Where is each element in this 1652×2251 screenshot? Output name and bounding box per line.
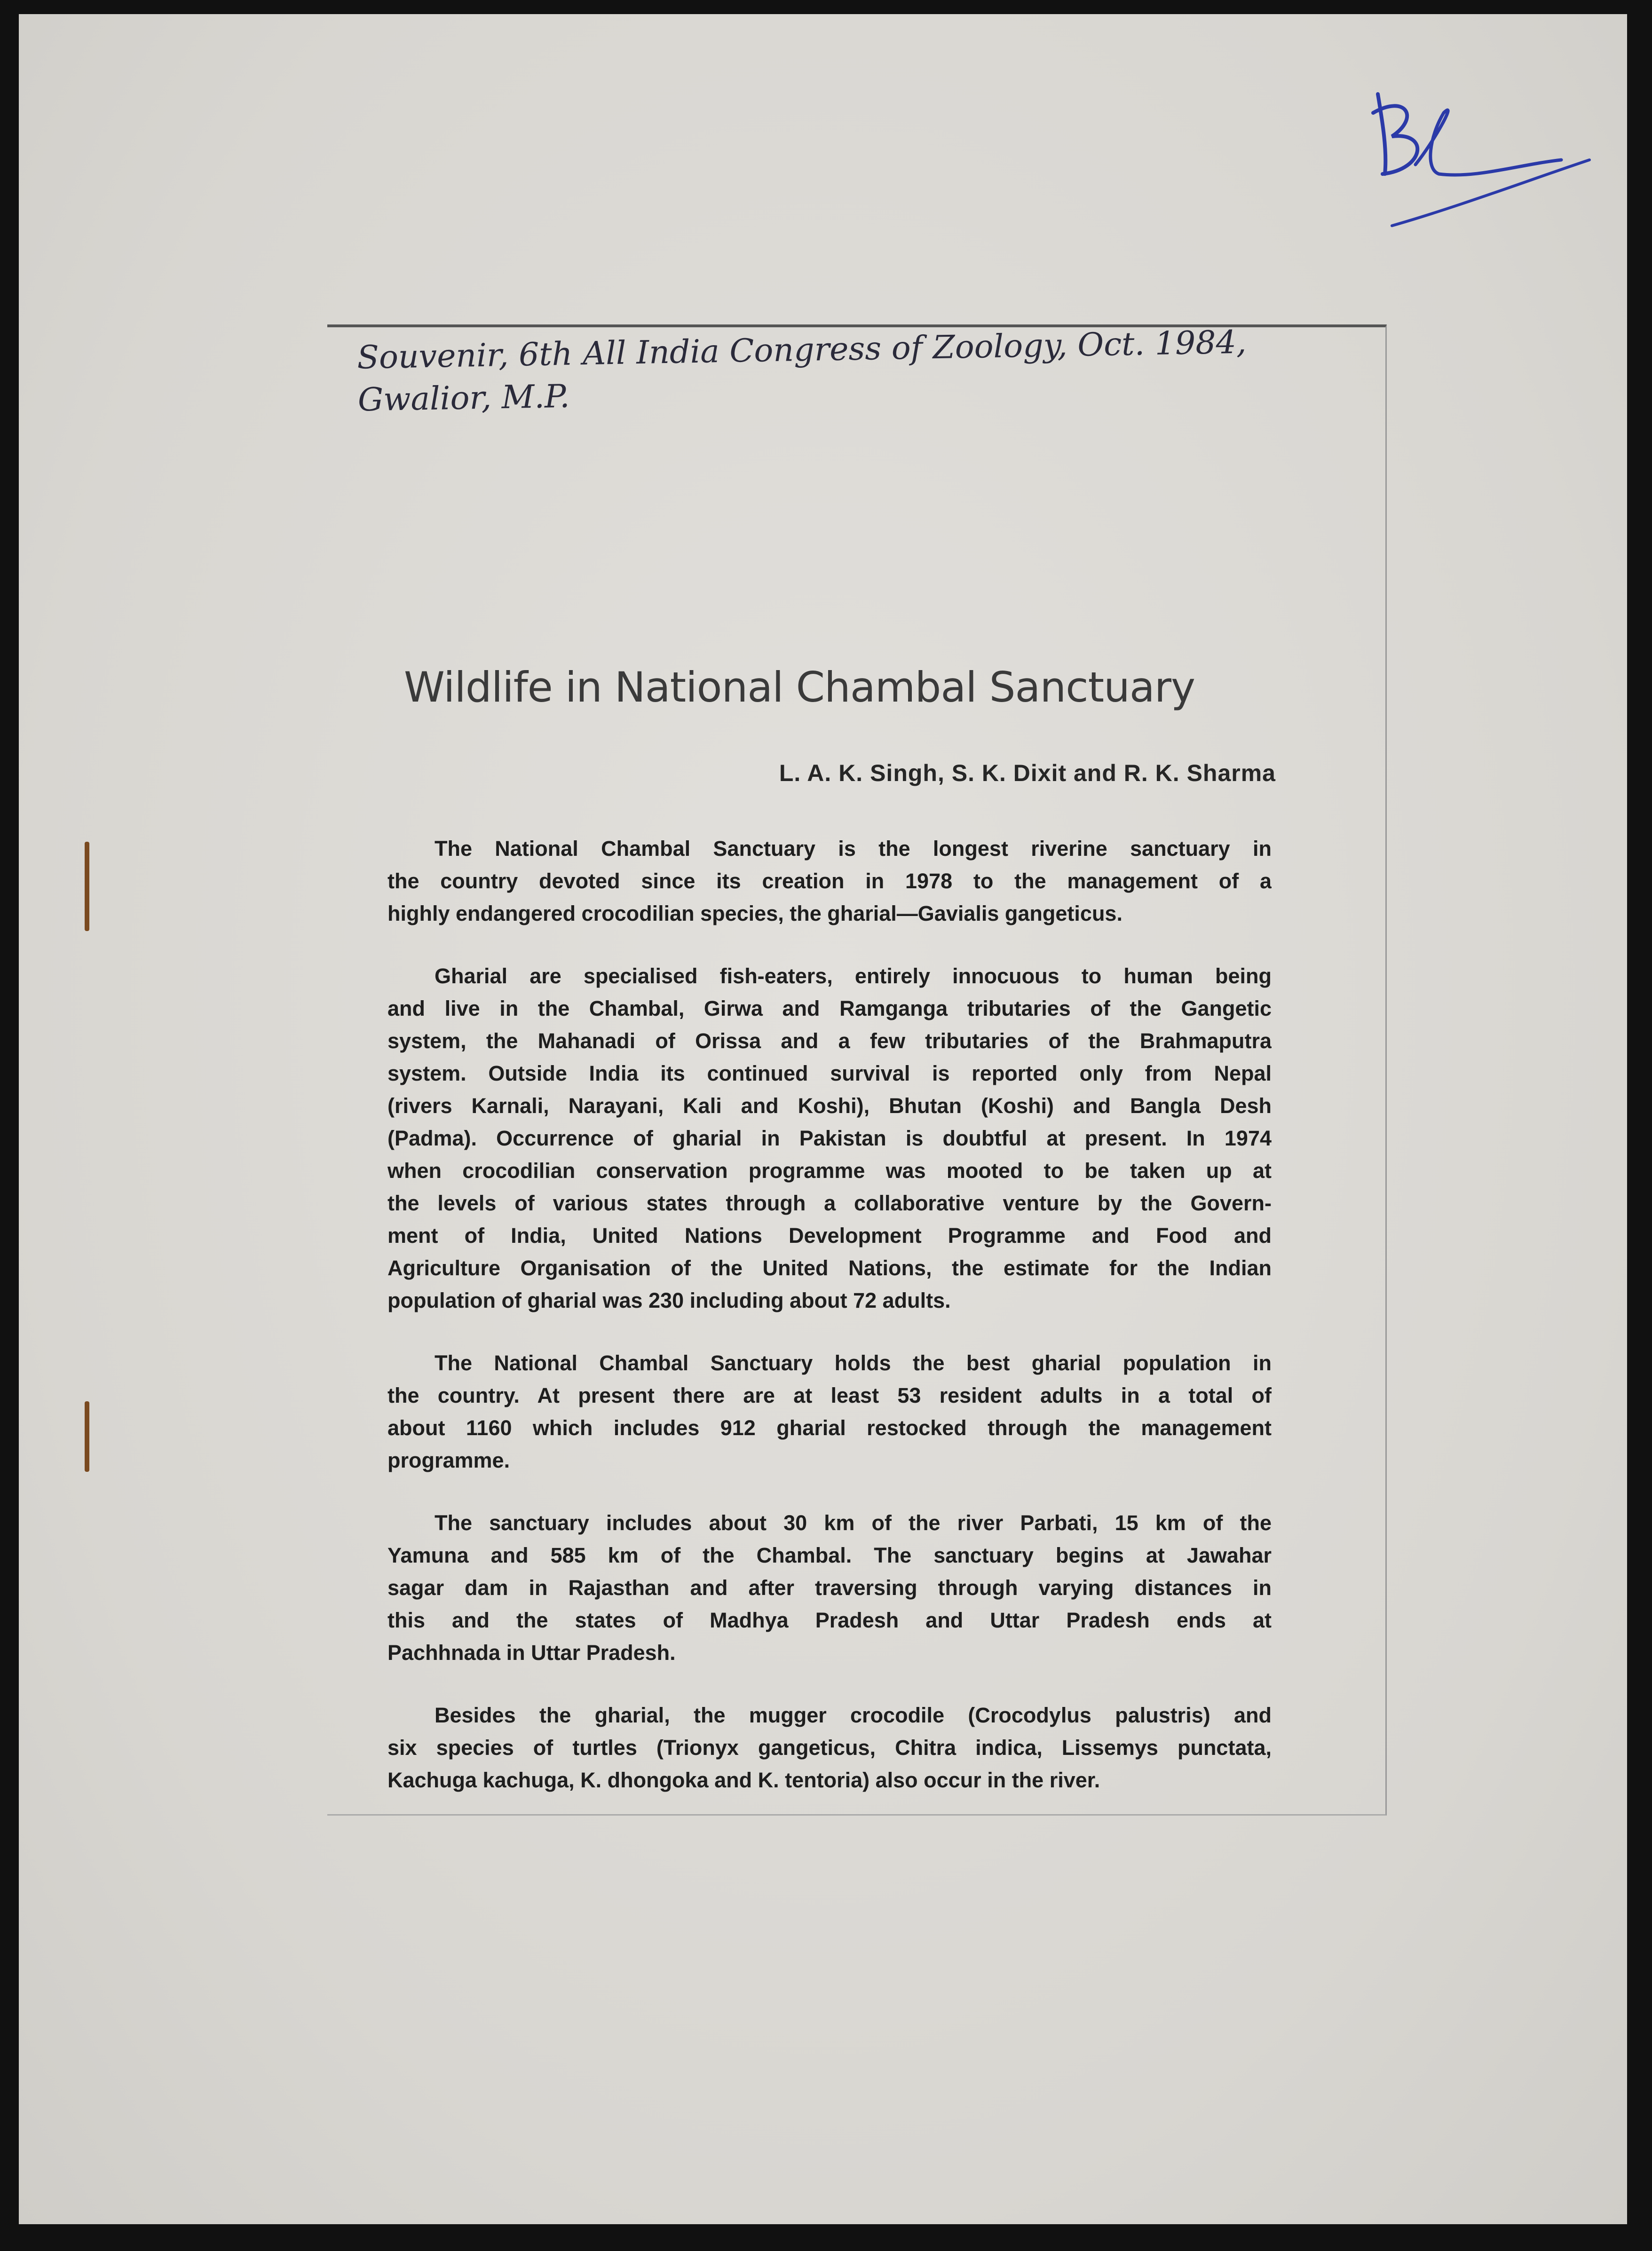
text-line: when crocodilian conservation programme was mooted to be taken up at xyxy=(387,1159,1272,1183)
text-line: Kachuga kachuga, K. dhongoka and K. tentoria) also occur in the river. xyxy=(387,1768,1100,1792)
text-line: about 1160 which includes 912 gharial restocked through the management xyxy=(387,1416,1272,1440)
text-line: the country. At present there are at least 53 resident adults in a total of xyxy=(387,1383,1272,1407)
text-line: system, the Mahanadi of Orissa and a few tributaries of the Brahmaputra xyxy=(387,1029,1272,1053)
text-line: system. Outside India its continued survival is reported only from Nepal xyxy=(387,1061,1272,1085)
text-line: (rivers Karnali, Narayani, Kali and Koshi), Bhutan (Koshi) and Bangla Desh xyxy=(387,1094,1272,1118)
article-title: Wildlife in National Chambal Sanctuary xyxy=(403,663,1195,711)
text-line: Pachhnada in Uttar Pradesh. xyxy=(387,1641,676,1665)
text-line: highly endangered crocodilian species, the gharial—Gavialis gangeticus. xyxy=(387,901,1122,925)
text-line: sagar dam in Rajasthan and after traversing through varying distances in xyxy=(387,1576,1272,1600)
rust-stain xyxy=(85,1401,89,1472)
text-line: and live in the Chambal, Girwa and Ramganga tributaries of the Gangetic xyxy=(387,996,1272,1020)
paragraph xyxy=(387,960,1272,1317)
text-line: the levels of various states through a collaborative venture by the Govern- xyxy=(387,1191,1272,1215)
article-authors: L. A. K. Singh, S. K. Dixit and R. K. Sharma xyxy=(779,760,1276,786)
text-line: The National Chambal Sanctuary holds the best gharial population in xyxy=(435,1351,1272,1375)
paragraph xyxy=(387,1699,1272,1796)
text-line: this and the states of Madhya Pradesh and Uttar Pradesh ends at xyxy=(387,1608,1272,1632)
rust-stain xyxy=(85,842,89,931)
handwritten-annotation xyxy=(357,322,1248,422)
text-line: Gharial are specialised fish-eaters, entirely innocuous to human being xyxy=(435,964,1272,988)
paragraph xyxy=(387,832,1272,930)
text-line: ment of India, United Nations Development Programme and Food and xyxy=(387,1224,1272,1248)
annotation-line-1: Souvenir, 6th All India Congress of Zoology, Oct. 1984, xyxy=(356,324,1247,377)
text-line: Besides the gharial, the mugger crocodile (Crocodylus palustris) and xyxy=(435,1703,1272,1727)
text-line: The National Chambal Sanctuary is the longest riverine sanctuary in xyxy=(435,837,1272,861)
text-line: (Padma). Occurrence of gharial in Pakistan is doubtful at present. In 1974 xyxy=(387,1126,1272,1150)
article-body xyxy=(387,832,1272,1826)
text-line: Agriculture Organisation of the United Nations, the estimate for the Indian xyxy=(387,1256,1272,1280)
signature-initials xyxy=(1364,85,1608,254)
text-line: Yamuna and 585 km of the Chambal. The sanctuary begins at Jawahar xyxy=(387,1543,1272,1567)
text-line: the country devoted since its creation in 1978 to the management of a xyxy=(387,869,1272,893)
paragraph xyxy=(387,1507,1272,1669)
paragraph xyxy=(387,1347,1272,1477)
text-line: six species of turtles (Trionyx gangeticus, Chitra indica, Lissemys punctata, xyxy=(387,1736,1272,1760)
text-line: The sanctuary includes about 30 km of the river Parbati, 15 km of the xyxy=(435,1511,1272,1535)
text-line: programme. xyxy=(387,1448,510,1472)
annotation-line-2: Gwalior, M.P. xyxy=(357,378,570,419)
text-line: population of gharial was 230 including about 72 adults. xyxy=(387,1288,951,1312)
